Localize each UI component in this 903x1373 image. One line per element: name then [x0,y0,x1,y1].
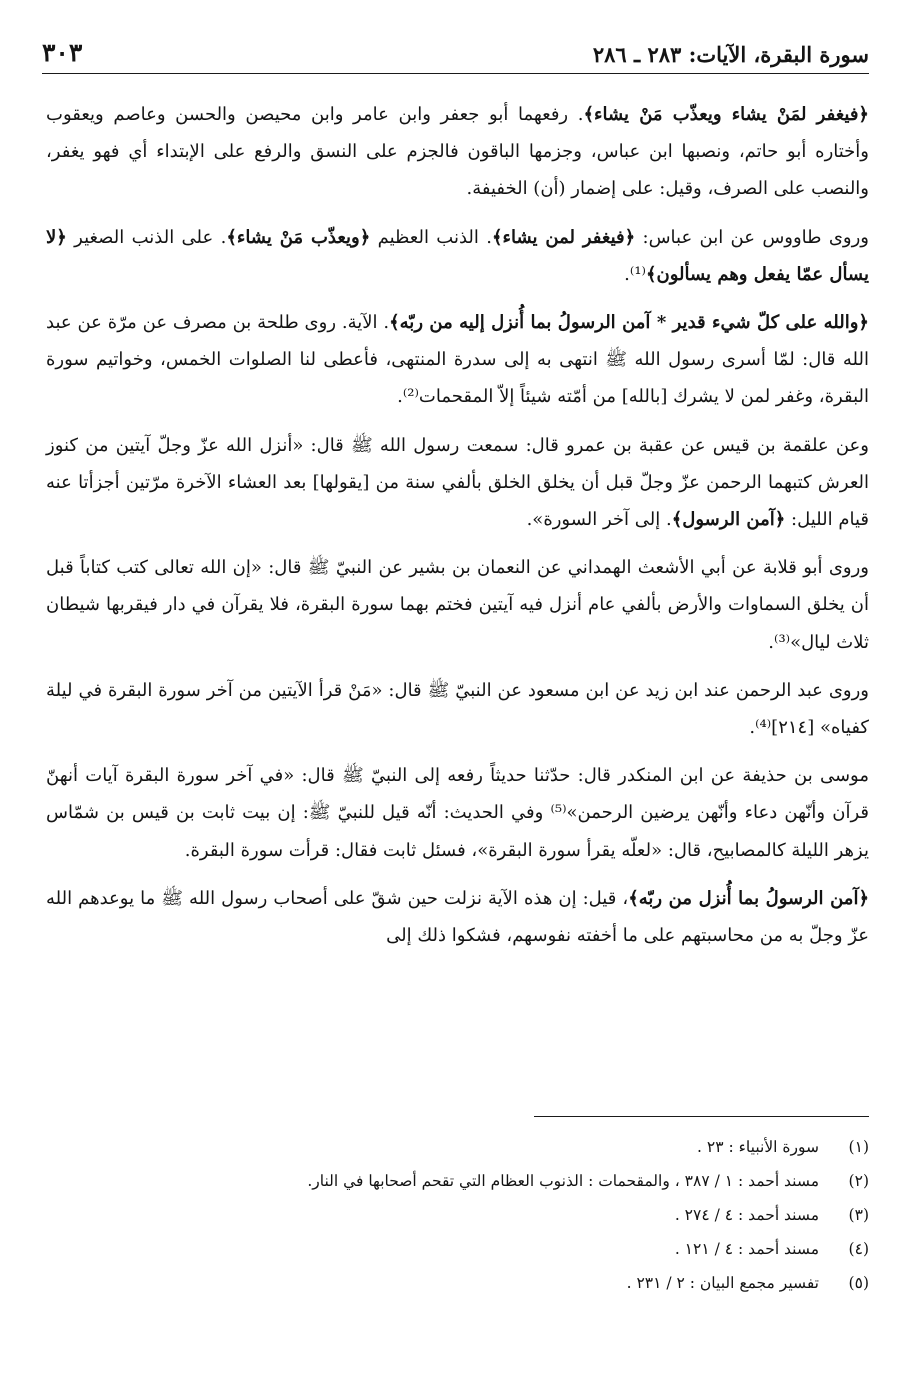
paragraph-text: موسى بن حذيفة عن ابن المنكدر قال: حدّثنا حديثاً رفعه إلى النبيّ ﷺ قال: «في آخر سورة البقرة آيات أنهنّ قرآن وأنّهن دعاء وأنّهن يرضين الرحمن»⁽⁵⁾ وفي الحديث: أنّه قيل للنبيّ ﷺ: إن بيت ثابت بن قيس بن شمّاس يزهر الليلة كالمصابيح، قال: «لعلّه يقرأ سورة البقرة»، فسئل ثابت فقال: قرأت سورة البقرة. [46,765,869,861]
paragraph-4 [46,427,869,539]
paragraph-3 [46,304,869,416]
footnote-number: (٤) [848,1240,869,1258]
footnote [46,1164,869,1198]
quran-quote: ﴿ويعذّب مَنْ يشاء﴾ [226,226,371,248]
paragraph-6 [46,672,869,746]
footnote [46,1266,869,1300]
paragraph-text: وروى طاووس عن ابن عباس: [635,226,869,248]
footnote-text: تفسير مجمع البيان : ٢ / ٢٣١ . [626,1274,819,1292]
footnote-text: مسند أحمد : ٤ / ١٢١ . [674,1240,819,1258]
header-title: سورة البقرة، الآيات: ٢٨٣ ـ ٢٨٦ [592,42,869,67]
quran-quote: ﴿لا يسأل عمّا يفعل وهم يسألون﴾ [46,226,869,285]
footnote [46,1130,869,1164]
footnote-number: (٢) [848,1172,869,1190]
quran-quote: ﴿فيغفر لمَنْ يشاء ويعذّب مَنْ يشاء﴾ [583,104,869,125]
paragraph-5 [46,549,869,661]
paragraph-text: . رفعهما أبو جعفر وابن عامر وابن محيصن والحسن وعاصم ويعقوب وأختاره أبو حاتم، ونصبها ابن عباس، وجزمها الباقون فالجزم على النسق والرفع على الإبتداء أي فهو يغفر، والنصب على الصرف، وقيل: على إضمار (أن) الخفيفة. [46,104,869,200]
footnote-separator [534,1116,869,1117]
footnote [46,1232,869,1266]
paragraph-1 [46,96,869,208]
paragraph-2 [46,219,869,293]
paragraph-text: . على الذنب الصغير [66,226,227,248]
quran-quote: ﴿فيغفر لمن يشاء﴾ [491,226,636,248]
footnote-number: (١) [848,1138,869,1156]
paragraph-text: وعن علقمة بن قيس عن عقبة بن عمرو قال: سمعت رسول الله ﷺ قال: «أنزل الله عزّ وجلّ آيتين من كنوز العرش كتبهما الرحمن عزّ وجلّ قبل أن يخلق الخلق بألفي سنة من [يقولها] بعد العشاء الآخرة مرّتين أجزأتا عنه قيام الليل: [46,434,869,531]
paragraph-text: ، قيل: إن هذه الآية نزلت حين شقّ على أصحاب رسول الله ﷺ ما يوعدهم الله عزّ وجلّ به من محاسبتهم على ما أخفته نفوسهم، فشكوا ذلك إلى [46,887,869,947]
running-header [42,38,869,74]
main-text [46,96,869,965]
footnote-text: سورة الأنبياء : ٢٣ . [697,1138,819,1156]
footnote-text: مسند أحمد : ٤ / ٢٧٤ . [674,1206,819,1224]
footnotes [46,1130,869,1300]
quran-quote: ﴿آمن الرسولُ بما أُنزل من ربّه﴾ [628,887,869,909]
paragraph-text: وروى عبد الرحمن عند ابن زيد عن ابن مسعود عن النبيّ ﷺ قال: «مَنْ قرأ الآيتين من آخر سورة البقرة في ليلة كفياه» [٢١٤]⁽⁴⁾. [46,679,869,739]
footnote-text: مسند أحمد : ١ / ٣٨٧ ، والمقحمات : الذنوب العظام التي تقحم أصحابها في النار. [307,1172,819,1190]
footnote [46,1198,869,1232]
page-number: ٣٠٣ [42,38,83,67]
paragraph-7 [46,757,869,869]
footnote-number: (٥) [848,1274,869,1292]
paragraph-text: وروى أبو قلابة عن أبي الأشعث الهمداني عن النعمان بن بشير عن النبيّ ﷺ قال: «إن الله تعالى كتب كتاباً قبل أن يخلق السماوات والأرض بألفي عام أنزل فيه آيتين فختم بهما سورة البقرة، فلا يقرآن في دار فيقربها شيطان ثلاث ليال»⁽³⁾. [46,557,869,653]
paragraph-text: . الآية. روى طلحة بن مصرف عن مرّة عن عبد الله قال: لمّا أسرى رسول الله ﷺ انتهى به إلى سدرة المنتهى، فأعطى لنا الصلوات الخمس، وخواتيم سورة البقرة، وغفر لمن لا يشرك [بالله] من أمّته شيئاً إلاّ المقحمات⁽²⁾. [46,312,869,408]
footnote-ref: ⁽¹⁾. [624,263,646,285]
footnote-number: (٣) [848,1206,869,1224]
quran-quote: ﴿آمن الرسول﴾ [671,509,786,531]
quran-quote: ﴿والله على كلّ شيء قدير * آمن الرسولُ بما أُنزل إليه من ربّه﴾ [389,312,869,334]
paragraph-text: . إلى آخر السورة». [526,509,672,531]
paragraph-8 [46,880,869,954]
paragraph-text: . الذنب العظيم [370,226,492,248]
